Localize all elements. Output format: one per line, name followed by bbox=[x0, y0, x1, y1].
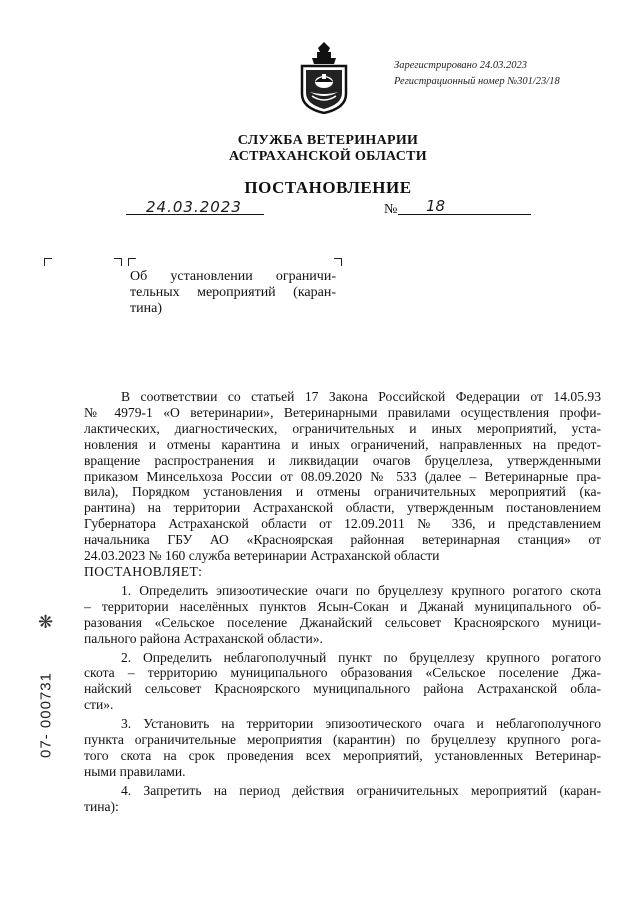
text-line: 4. Запретить на период действия ограничительных мероприятий (каран- bbox=[121, 782, 601, 798]
text-line: начальника ГБУ АО «Красноярская районная ветеринарная станция» от bbox=[84, 532, 601, 548]
resolution-item-3 bbox=[84, 716, 601, 780]
resolution-item-1 bbox=[84, 583, 601, 647]
text-line: тина): bbox=[84, 798, 119, 814]
text-line: ными правилами. bbox=[84, 763, 186, 779]
registration-stamp bbox=[394, 58, 560, 90]
text-line: 24.03.2023 № 160 служба ветеринарии Астраханской области bbox=[84, 548, 440, 564]
date-underline bbox=[126, 214, 264, 215]
corner-bracket-top-left bbox=[44, 258, 52, 266]
text-line: новления и отмены карантина и иных ограничений, направленных на предот- bbox=[84, 436, 601, 452]
subject-bracket-right bbox=[334, 258, 342, 266]
text-line: 1. Определить эпизоотические очаги по бруцеллезу крупного рогатого скота bbox=[121, 582, 601, 598]
resolution-item-2 bbox=[84, 650, 601, 714]
document-body bbox=[84, 389, 601, 815]
coat-of-arms-icon bbox=[298, 42, 350, 114]
document-date: 24.03.2023 bbox=[146, 198, 242, 216]
preamble-paragraph bbox=[84, 389, 601, 564]
text-line: того скота на срок проведения всех мероприятий, установленных Ветеринар- bbox=[84, 747, 601, 763]
text-line: лактических, диагностических, ограничительных и иных мероприятий, уста- bbox=[84, 420, 601, 436]
number-sign: № bbox=[384, 202, 398, 217]
subject-bracket-left bbox=[128, 258, 136, 266]
subject-line: тельных мероприятий (каран- bbox=[130, 285, 336, 300]
organization-name-line2: АСТРАХАНСКОЙ ОБЛАСТИ bbox=[228, 149, 427, 164]
number-underline bbox=[398, 214, 531, 215]
resolves-heading: ПОСТАНОВЛЯЕТ: bbox=[84, 563, 203, 579]
text-line: пального района Астраханской области». bbox=[84, 630, 323, 646]
asterisk-mark-icon: ❋ bbox=[38, 612, 54, 633]
text-line: 3. Установить на территории эпизоотического очага и неблагополучного bbox=[121, 716, 601, 732]
corner-bracket-top-right bbox=[114, 258, 122, 266]
text-line: 2. Определить неблагополучный пункт по бруцеллезу крупного рогатого bbox=[121, 649, 601, 665]
subject-line: тина) bbox=[130, 301, 162, 316]
text-line: рантина) на территории Астраханской области, утвержденным постановлением bbox=[84, 500, 601, 516]
margin-serial-number bbox=[36, 650, 56, 780]
text-line: скота – территорию муниципального образования «Сельское поселение Джа- bbox=[84, 665, 601, 681]
text-line: В соответствии со статьей 17 Закона Российской Федерации от 14.05.93 bbox=[121, 389, 601, 404]
text-line: приказом Минсельхоза России от 08.09.2020 № 533 (далее – Ветеринарные пра- bbox=[84, 468, 601, 484]
registration-number: Регистрационный номер №301/23/18 bbox=[394, 76, 560, 87]
text-line: Губернатора Астраханской области от 12.09.2011 № 336, и представлением bbox=[84, 516, 601, 532]
text-line: – территории населённых пунктов Ясын-Сокан и Джанай муниципального об- bbox=[84, 598, 601, 614]
registration-date: Зарегистрировано 24.03.2023 bbox=[394, 60, 528, 71]
document-subject bbox=[130, 269, 336, 317]
text-line: разования «Сельское поселение Джанайский сельсовет Красноярского муници- bbox=[84, 614, 601, 630]
text-line: найский сельсовет Красноярского муниципального района Астраханской обла- bbox=[84, 681, 601, 697]
document-number: 18 bbox=[426, 197, 446, 215]
serial-text: 07- 000731 bbox=[37, 672, 55, 758]
resolution-item-4 bbox=[84, 783, 601, 815]
text-line: пункта ограничительные мероприятия (карантин) по бруцеллезу крупного рога- bbox=[84, 732, 601, 748]
organization-name-line1: СЛУЖБА ВЕТЕРИНАРИИ bbox=[237, 133, 419, 148]
document-type-title: ПОСТАНОВЛЕНИЕ bbox=[244, 178, 412, 197]
text-line: вила), Порядком установления и отмены ограничительных мероприятий (ка- bbox=[84, 484, 601, 500]
subject-line: Об установлении ограничи- bbox=[130, 269, 336, 284]
text-line: сти». bbox=[84, 697, 114, 713]
text-line: вращение распространения и ликвидации очагов бруцеллеза, утвержденными bbox=[84, 452, 601, 468]
text-line: № 4979-1 «О ветеринарии», Ветеринарными правилами осуществления профи- bbox=[84, 404, 601, 420]
